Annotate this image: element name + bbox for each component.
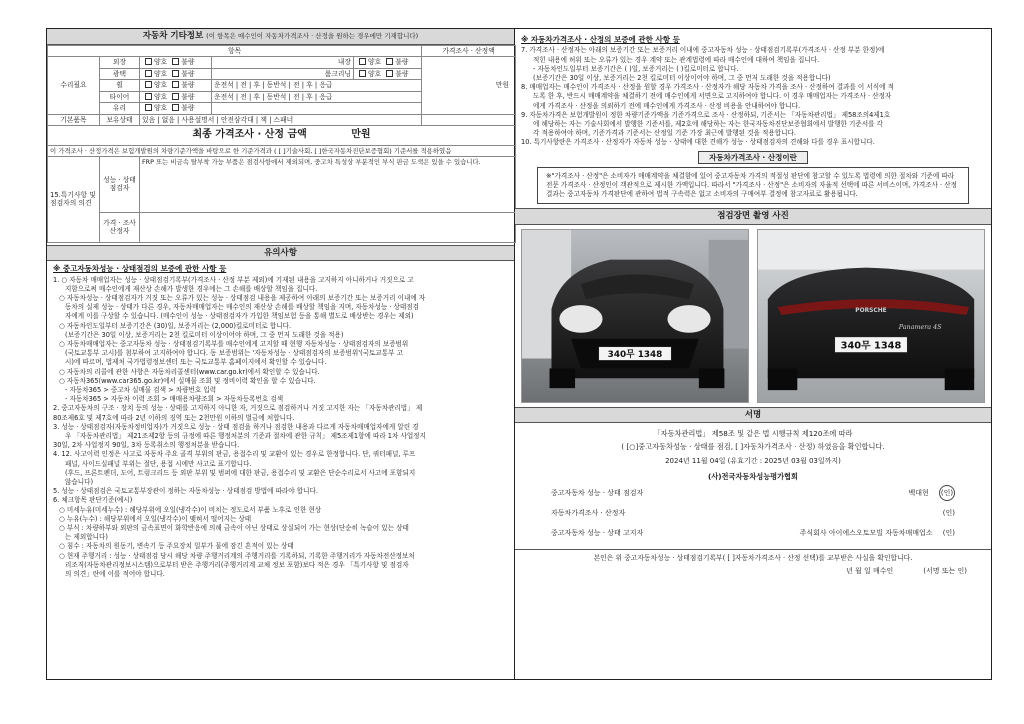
caution-line: 시)에 따르며, 법제처 국가법령정보센터 또는 국토교통부 홈페이지에서 확인할 수 있습니다. [65, 358, 327, 367]
caution-header [47, 245, 514, 262]
signature-header [515, 407, 991, 424]
caution-section-title: ※ 중고자동차성능 · 상태점검의 보증에 관한 사항 등 [53, 264, 227, 274]
caution-title: 유의사항 [264, 247, 297, 258]
price-guarantee-line: 7. 가격조사 · 산정자는 아래의 보증기간 또는 보증거리 이내에 중고자동차 성능 · 상태점검기록부(가격조사 · 산정 부분 한정)에 [521, 46, 885, 55]
photos-row [515, 225, 991, 407]
sig-org: (사)전국자동차성능평가협회 [708, 472, 798, 482]
front-plate-text: 340무 1348 [607, 349, 663, 360]
caution-line: 1. ○ 자동차 매매업자는 성능 · 상태점검기록부(가격조사 · 산정 부분 제외)에 기재된 내용을 고지하지 아니하거나 거짓으로 고 [53, 275, 414, 284]
special-sub2: 가격 · 조사 산정자 [100, 212, 140, 242]
sig-inspector-value: 백대현 [908, 489, 929, 498]
price-def-title: 자동차가격조사 · 산정이란 [698, 151, 808, 164]
caution-line: ○ 현재 주행거리 : 성능 · 상태점검 당시 해당 차량 주행거리계의 주행거리를 기록하되, 기록한 주행거리가 자동차전산정보처 [59, 551, 415, 560]
repair-label: 수리필요 [48, 57, 100, 114]
other-info-header [47, 29, 514, 45]
special-text1[interactable]: FRP 또는 비금속 탈부착 가능 부품은 점검사항에서 제외되며, 중고차 특성상 부분적인 부식 판금 도색은 있을 수 있습니다. [140, 156, 516, 212]
row-glass: 유리 [100, 103, 140, 114]
caution-line: ○ 침수 : 자동차의 원동기, 변속기 등 주요장치 일부가 물에 잠긴 흔적이 있는 상태 [59, 542, 294, 551]
sig-inspector-label: 중고자동차 성능 · 상태 점검자 [551, 488, 644, 497]
caution-line: (보증기간은 30일 이상, 보증거리는 2천 킬로미터 이상이어야 하며, 그 중 먼저 도래한 것을 적용) [65, 330, 344, 339]
caution-line: 80조제6호 및 제7호에 따라 2년 이하의 징역 또는 2천만원 이하의 벌금에 처합니다. [53, 413, 295, 422]
caution-line: 의 의견」란에 이를 적어야 합니다. [65, 570, 165, 579]
price-guarantee-line: 도록 한 후, 반드시 매매계약을 체결하기 전에 매수인에게 서면으로 고지하여야 합니다. 이 경우 매매업자는 가격조사 · 산정자 [533, 92, 892, 101]
caution-line: 3. 성능 · 상태점검자(자동차정비업자)가 거짓으로 성능 · 상태 점검을 하거나 점검한 내용과 다르게 자동차매매업자에게 알린 경 [53, 422, 419, 431]
price-guarantee-line: 에 해당하는 자는 기술사회에서 발행한 기준서를, 제2호에 해당하는 자는 한국자동차진단보증협회에서 발행한 기준서를 각 [533, 120, 883, 128]
caution-line: ○ 자동차매매업자는 중고자동차 성능 · 상태점검기록부를 매수인에게 고지할 때 현행 자동차성능 · 상태점검자의 보증범위 [59, 339, 409, 348]
caution-line: 2. 중고자동차의 구조 · 장치 등의 성능 · 상태를 고지하지 아니한 자, 거짓으로 점검하거나 거짓 고지한 자는 「자동차관리법」 제 [53, 404, 423, 413]
special-label: 15.특기사항 및 점검자의 의견 [48, 156, 100, 242]
caution-line: ○ 자동차성능 · 상태점검자가 거짓 또는 오류가 있는 성능 · 상태점검 내용을 제공하여 아래의 보증기간 또는 보증거리 이내에 자 [59, 293, 426, 302]
row-interior: 내장 [212, 57, 354, 68]
rear-plate-text: 340무 1348 [840, 340, 902, 352]
price-guarantee-line: 8. 매매업자는 매수인이 가격조사 · 산정을 원할 경우 가격조사 · 산정자가 해당 자동차 가격을 조사 · 산정하여 결과를 이 서식에 적 [521, 83, 894, 92]
row-tire: 타이어 [100, 91, 140, 102]
sig-date-line: 2024년 11월 04일 (유효기간 : 2025년 03월 03일까지) [665, 457, 841, 466]
gloss-opts[interactable]: 양호 불량 [140, 68, 212, 79]
caution-line: - 자동차365 > 자동차 이력 조회 > 매매용차량조회 > 자동차등록번호 검색 [65, 395, 284, 404]
signature-title: 서명 [744, 409, 762, 420]
special-text2[interactable] [140, 212, 516, 242]
other-info-table [47, 45, 516, 243]
row-exterior: 외장 [100, 57, 140, 68]
caution-line: 5. 성능 · 상태점검은 국토교통부장관이 정하는 자동차성능 · 상태점검 방법에 따라야 합니다. [53, 487, 318, 496]
inspection-form [46, 28, 992, 680]
wheel-opts[interactable]: 양호 불량 [140, 80, 212, 91]
sig-pricer-mark: (인) [942, 508, 955, 517]
front-photo [521, 229, 749, 403]
sig-row-inspector [515, 483, 991, 503]
price-guarantee-line: - 자동차인도일부터 보증기간은 ( )일, 보증거리는 ( )킬로미터로 합니다. [533, 64, 739, 73]
caution-line: - 자동차365 > 중고차 실매물 검색 > 차량번호 입력 [65, 385, 217, 394]
repair-unit: 만원 [422, 57, 516, 114]
caution-line: 패널, 사이드실패널 부위는 절단, 용접 시에만 사고로 표기합니다. [65, 459, 252, 468]
final-note: 이 가격조사 · 산정가격은 보험개발원의 차량기준가액을 바탕으로 한 기준가격과 ( [ ]기술사회, [ ]한국자동차진단보증협회) 기준서를 적용하였음 [48, 145, 516, 156]
caution-line: 우 「자동차관리법」 제21조제2항 등의 규정에 따른 행정처분의 기준과 절차에 관한 규칙」 제5조제1항에 따라 1차 사업정지 [65, 431, 426, 440]
row-room-cleaning: 룸크리닝 [212, 68, 354, 79]
caution-list [53, 276, 508, 579]
caution-line: 동차의 실제 성능 · 상태가 다른 경우, 자동차매매업자는 매수인의 재산상 손해를 배상할 책임을 지며, 자동차성능 · 상태점검 [65, 303, 420, 312]
caution-line: 는 제외합니다) [65, 533, 108, 542]
price-guarantee-line: 10. 특기사항란은 가격조사 · 산정자가 자동차 성능 · 상태에 대한 견해가 성능 · 상태점검자의 견해와 다를 경우 표시합니다. [521, 138, 875, 147]
other-info-title: 자동차 기타정보 [142, 31, 204, 41]
caution-line: ○ 부식 : 차량하부와 외판의 금속표면이 화학반응에 의해 금속이 아닌 상태로 상실되어 가는 현상(단순히 녹슬어 있는 상태 [59, 524, 409, 532]
caution-line: ○ 자동차인도일부터 보증기간은 (30)일, 보증거리는 (2,000)킬로미터로 합니다. [59, 321, 292, 330]
right-column [515, 29, 991, 679]
price-guarantee-line: (보증기간은 30일 이상, 보증거리는 2천 킬로미터 이상이어야 하며, 그 중 먼저 도래한 것을 적용합니다) [533, 73, 831, 82]
rear-photo [757, 229, 985, 403]
left-column [47, 29, 515, 679]
caution-line: ○ 누유(누수) : 해당부위에서 오일(냉각수)이 맺혀서 떨어지는 상태 [59, 514, 252, 523]
photos-title: 점검장면 촬영 사진 [717, 211, 789, 222]
basic-opts[interactable]: 있음 | 없음 | 사용설명서 | 안전삼각대 | 잭 | 스패너 [140, 114, 422, 125]
price-guarantee-line: 각 적용하여야 하며, 기준가격과 기준서는 산정일 기준 가장 최근에 발행된 것을 적용합니다. [533, 129, 796, 138]
row-gloss: 광택 [100, 68, 140, 79]
final-amount-label: 최종 가격조사 · 산정 금액 [192, 129, 307, 141]
receipt-line: 본인은 위 중고자동차성능 · 상태점검기록부( [ ]자동차가격조사 · 산정 선택)를 교부받은 사실을 확인합니다. [593, 554, 913, 563]
caution-line: (후드, 프론트펜더, 도어, 트렁크리드 등 외판 부위 및 범퍼에 대한 판금, 용접수리 및 교환은 단순수리로서 사고에 포함되지 [65, 468, 416, 477]
caution-line: 지함으로써 매수인에게 재산상 손해가 발생한 경우에는 그 손해를 배상할 책임을 집니다. [65, 284, 318, 293]
sig-row-pricer [515, 503, 991, 523]
price-guarantee-list [521, 46, 985, 147]
final-amount-unit: 만원 [351, 129, 371, 141]
rear-brand-text: PORSCHE [855, 307, 887, 314]
glass-opts[interactable]: 양호 불량 [140, 103, 212, 114]
caution-line: 리조직(자동차관리정보시스템)으로부터 받은 주행거리(주행거리계 교체 정보 포함)보다 적은 경우 「특기사항 및 점검자 [65, 560, 409, 569]
other-info-note: (이 항목은 매수인이 자동차가격조사 · 산정을 원하는 경우에만 기재합니다) [206, 32, 419, 40]
receipt-date: 년 월 일 매수인 [846, 566, 894, 575]
receipt-sign[interactable]: (서명 또는 인) [923, 566, 967, 575]
sig-notifier-label: 중고자동차 성능 · 상태 고지자 [551, 528, 644, 537]
price-guarantee-title: ※ 자동차가격조사 · 산정의 보증에 관한 사항 등 [521, 35, 680, 44]
tire-opts[interactable]: 양호 불량 [140, 91, 212, 102]
wheel-position-opts[interactable]: 운전석 | 전 | 후 | 동반석 | 전 | 후 | 응급 [212, 80, 422, 91]
sig-notifier-mark: (인) [942, 528, 955, 537]
special-sub1: 성능 · 상태 점검자 [100, 156, 140, 212]
caution-line: ○ 자동차365(www.car365.go.kr)에서 실매물 조회 및 정비이력 확인을 할 수 있습니다. [59, 376, 316, 385]
sig-pricer-label: 자동차가격조사 · 산정자 [551, 508, 626, 517]
caution-line: 않습니다) [65, 477, 94, 486]
caution-line: ○ 미세누유(미세누수) : 해당부위에 오일(냉각수)이 비치는 정도로서 부품 노후로 인한 현상 [59, 505, 322, 514]
col-price: 가격조사 · 산정액 [422, 45, 516, 56]
price-def-text: ※"가격조사 · 산정"은 소비자가 매매계약을 체결함에 있어 중고자동차 가격의 적절성 판단에 참고할 수 있도록 법령에 의한 절차와 기준에 따라 전문 가격조사 · 산정인이 객관적으로 제시한 가액입니다. 따라서 "가격조사 · 산정"은 소비자의 자율적 선택에 따른 서비스이며, 가격조사 · 산정 결과는 중고자동차 가격판단에 관하여 법적 구속력은 없고 소비자의 구매여부 결정에 참고자료로 활용됩니다. [537, 167, 969, 204]
caution-line: 6. 체크항목 판단기준(예시) [53, 496, 133, 505]
caution-line: ○ 자동차의 리콜에 관한 사항은 자동차리콜센터(www.car.go.kr)에서 확인할 수 있습니다. [59, 367, 320, 376]
caution-line: 4. 12. 사고이력 인정은 사고로 자동차 주요 골격 부위의 판금, 용접수리 및 교환이 있는 경우로 한정합니다. 단, 쿼터패널, 루프 [53, 450, 416, 459]
basic-label: 기본품목 [48, 114, 100, 125]
sig-law-line: 「자동차관리법」 제58조 및 같은 법 시행규칙 제120조에 따라 [653, 429, 853, 439]
rear-badge-text: Panamera 4S [898, 322, 942, 331]
row-wheel: 휠 [100, 80, 140, 91]
interior-opts[interactable]: 양호 불량 [354, 57, 422, 68]
price-guarantee-line: 적힌 내용에 허위 또는 오류가 있는 경우 계약 또는 관계법령에 따라 매수인에 대하여 책임을 집니다. [533, 55, 820, 64]
price-guarantee-line: 9. 자동차가격은 보험개발원이 정한 차량기준가액을 기준가격으로 조사 · 산정하되, 기준서는 「자동차관리법」 제58조의4제1호 [521, 110, 891, 119]
exterior-opts[interactable]: 양호 불량 [140, 57, 212, 68]
sig-confirm-line: ( [○]중고자동차성능 · 상태를 점검, [ ]자동차가격조사 · 산정) 하였음을 확인합니다. [621, 442, 885, 452]
price-guarantee-line: 에게 가격조사 · 산정을 의뢰하기 전에 매수인에게 가격조사 · 산정 비용을 안내하여야 합니다. [533, 101, 801, 110]
caution-line: (국토교통부 고시)를 첨부하여 고지하여야 합니다. 동 보증범위는 '자동차성능 · 상태점검자의 보증범위'(국토교통부 고 [65, 349, 403, 358]
rear-car-image [758, 230, 984, 402]
front-car-image [522, 230, 748, 402]
sig-row-notifier [515, 523, 991, 543]
basic-sub: 보유상태 [100, 114, 140, 125]
room-cleaning-opts[interactable]: 양호 불량 [354, 68, 422, 79]
sig-inspector-seal: (인) [939, 485, 955, 501]
sig-notifier-value: 주식회사 아이에스오토모빌 자동차매매업소 [799, 528, 933, 537]
photos-header [515, 208, 991, 225]
tire-position-opts[interactable]: 운전석 | 전 | 후 | 동반석 | 전 | 후 | 응급 [212, 91, 422, 102]
caution-line: 자에게 이를 구상할 수 있습니다. (매수인이 성능 · 상태점검자가 가입한 책임보험 등을 통해 별도로 배상받는 경우는 제외) [65, 312, 414, 321]
col-item: 항목 [48, 45, 422, 56]
caution-line: 30일, 2차 사업정지 90일, 3차 등록취소의 행정처분을 받습니다. [53, 441, 240, 450]
